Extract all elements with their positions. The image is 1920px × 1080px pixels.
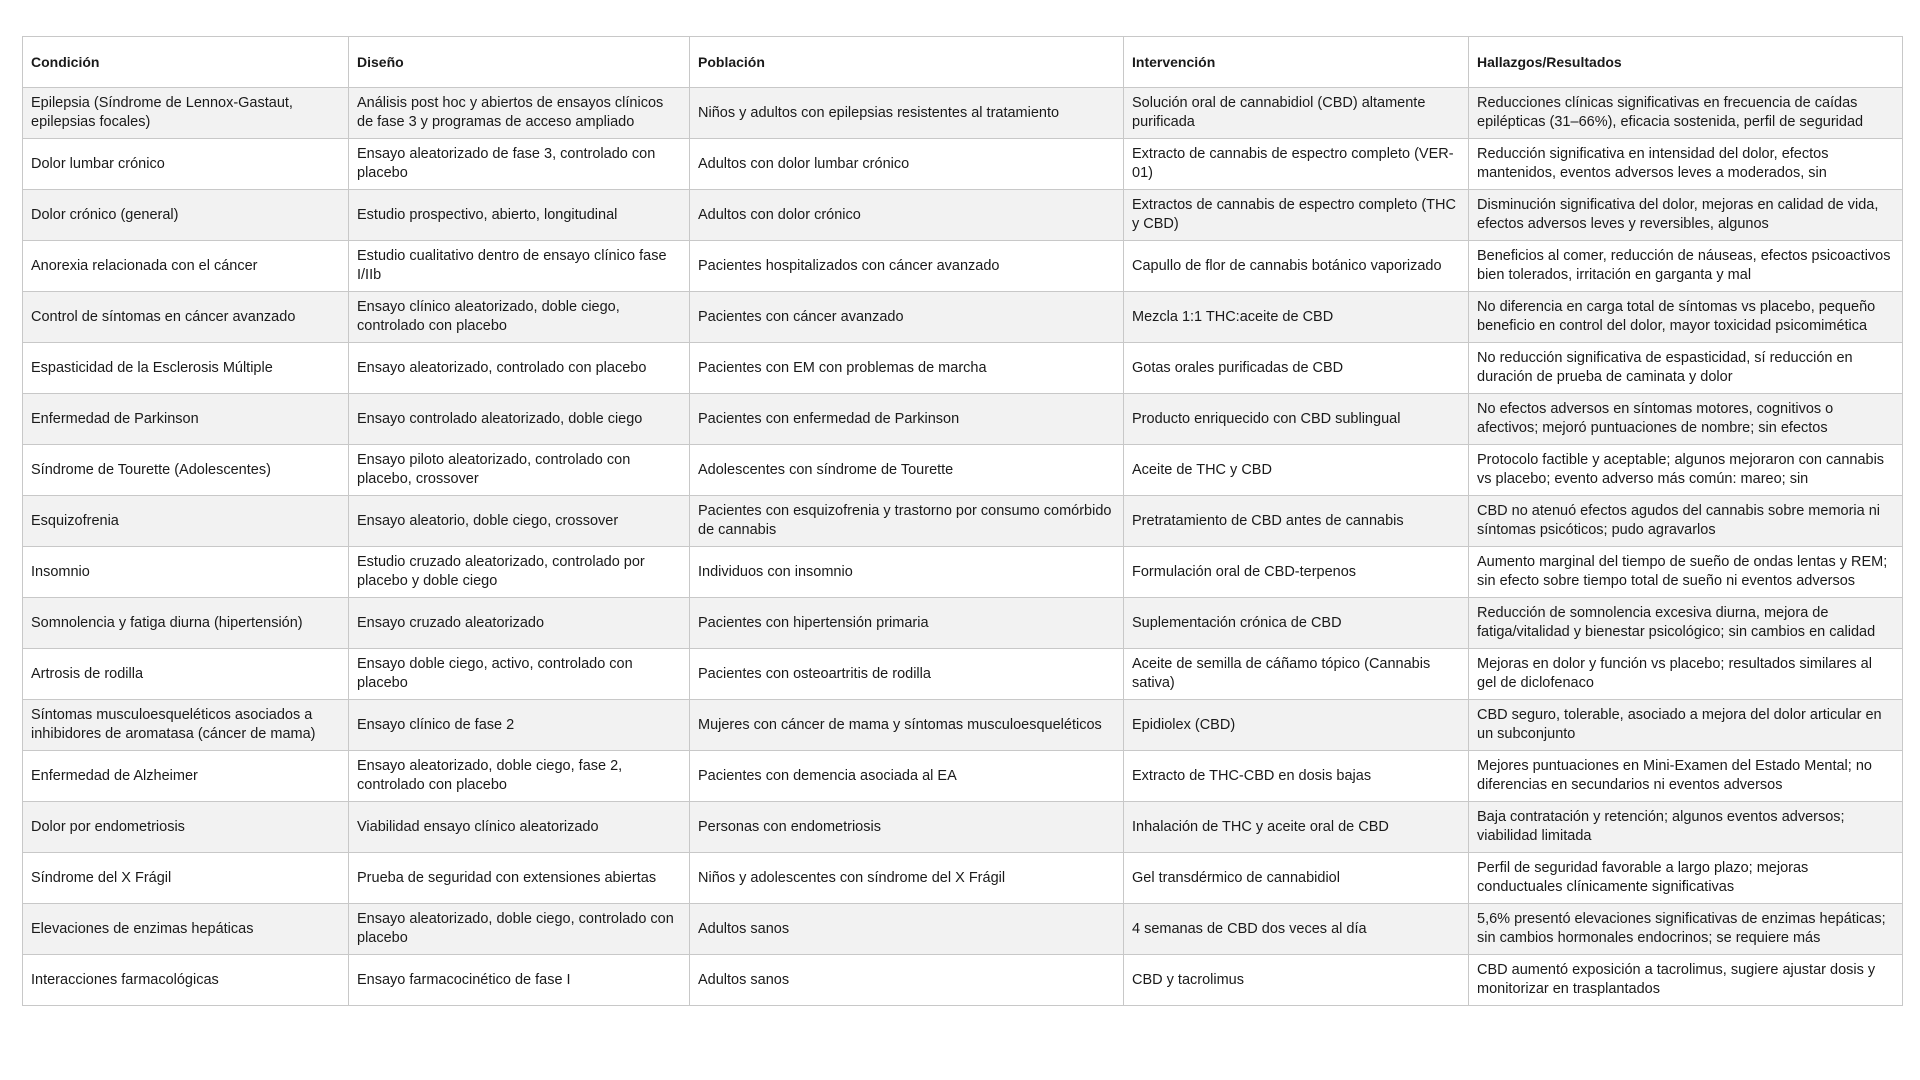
cell-poblacion xyxy=(690,241,1124,292)
cell-condicion-text: Enfermedad de Alzheimer xyxy=(31,767,198,784)
cell-intervencion-text: Mezcla 1:1 THC:aceite de CBD xyxy=(1132,308,1334,325)
cell-diseno-text: Ensayo controlado aleatorizado, doble ciego xyxy=(357,410,643,427)
table-body xyxy=(23,88,1903,1006)
cell-diseno-text: Ensayo aleatorizado, doble ciego, fase 2, controlado con placebo xyxy=(357,758,623,793)
cell-intervencion-text: Extracto de cannabis de espectro completo (VER-01) xyxy=(1132,146,1454,181)
table-row xyxy=(23,496,1903,547)
cell-hallazgos xyxy=(1469,547,1903,598)
cell-condicion-text: Espasticidad de la Esclerosis Múltiple xyxy=(31,359,273,376)
cell-hallazgos xyxy=(1469,700,1903,751)
cell-condicion-text: Dolor lumbar crónico xyxy=(31,155,165,172)
cell-intervencion-text: Pretratamiento de CBD antes de cannabis xyxy=(1132,512,1404,529)
cell-hallazgos xyxy=(1469,394,1903,445)
column-header-intervencion: Intervención xyxy=(1124,37,1469,88)
cell-diseno xyxy=(349,343,690,394)
table-row xyxy=(23,88,1903,139)
cell-condicion xyxy=(23,955,349,1006)
cell-condicion xyxy=(23,904,349,955)
cell-diseno xyxy=(349,904,690,955)
cell-poblacion xyxy=(690,88,1124,139)
cell-poblacion xyxy=(690,445,1124,496)
cell-diseno-text: Prueba de seguridad con extensiones abiertas xyxy=(357,869,657,886)
cell-condicion-text: Síntomas musculoesqueléticos asociados a inhibidores de aromatasa (cáncer de mama) xyxy=(31,707,316,742)
cell-diseno xyxy=(349,394,690,445)
cell-condicion xyxy=(23,649,349,700)
cell-poblacion xyxy=(690,598,1124,649)
cell-hallazgos-text: Reducción significativa en intensidad del dolor, efectos mantenidos, eventos adversos leves a moderados, sin xyxy=(1477,146,1829,181)
cell-intervencion xyxy=(1124,649,1469,700)
cell-poblacion-text: Pacientes con hipertensión primaria xyxy=(698,614,929,631)
cell-poblacion xyxy=(690,802,1124,853)
cell-diseno xyxy=(349,649,690,700)
cell-condicion-text: Síndrome de Tourette (Adolescentes) xyxy=(31,461,271,478)
cell-intervencion-text: Gel transdérmico de cannabidiol xyxy=(1132,869,1340,886)
column-header-condicion: Condición xyxy=(23,37,349,88)
cell-poblacion xyxy=(690,700,1124,751)
cell-condicion-text: Insomnio xyxy=(31,563,90,580)
cell-diseno xyxy=(349,445,690,496)
cell-hallazgos-text: Protocolo factible y aceptable; algunos mejoraron con cannabis vs placebo; evento adverso más común: mareo; sin xyxy=(1477,452,1885,487)
cell-diseno xyxy=(349,853,690,904)
cell-hallazgos-text: 5,6% presentó elevaciones significativas de enzimas hepáticas; sin cambios hormonales endocrinos; se requiere más xyxy=(1477,911,1886,946)
cell-hallazgos xyxy=(1469,343,1903,394)
cell-diseno-text: Ensayo farmacocinético de fase I xyxy=(357,971,571,988)
cell-intervencion-text: Aceite de THC y CBD xyxy=(1132,461,1272,478)
cell-condicion xyxy=(23,547,349,598)
cell-intervencion xyxy=(1124,853,1469,904)
cell-diseno-text: Ensayo aleatorio, doble ciego, crossover xyxy=(357,512,619,529)
cell-diseno xyxy=(349,547,690,598)
cell-intervencion-text: Solución oral de cannabidiol (CBD) altamente purificada xyxy=(1132,95,1426,130)
cell-intervencion xyxy=(1124,139,1469,190)
cell-diseno-text: Ensayo aleatorizado, doble ciego, controlado con placebo xyxy=(357,911,674,946)
cell-condicion xyxy=(23,394,349,445)
cell-poblacion-text: Mujeres con cáncer de mama y síntomas musculoesqueléticos xyxy=(698,716,1102,733)
cell-hallazgos-text: Perfil de seguridad favorable a largo plazo; mejoras conductuales clínicamente significativas xyxy=(1477,860,1809,895)
cell-intervencion xyxy=(1124,598,1469,649)
cell-poblacion-text: Adultos sanos xyxy=(698,971,790,988)
cell-condicion-text: Interacciones farmacológicas xyxy=(31,971,219,988)
results-table-container xyxy=(22,36,1902,1006)
cell-diseno xyxy=(349,292,690,343)
cell-poblacion-text: Niños y adultos con epilepsias resistentes al tratamiento xyxy=(698,104,1060,121)
cell-condicion xyxy=(23,853,349,904)
cell-poblacion-text: Pacientes con osteoartritis de rodilla xyxy=(698,665,931,682)
cell-condicion-text: Epilepsia (Síndrome de Lennox-Gastaut, epilepsias focales) xyxy=(31,95,293,130)
cell-intervencion xyxy=(1124,445,1469,496)
cell-poblacion xyxy=(690,955,1124,1006)
cell-intervencion xyxy=(1124,802,1469,853)
cell-hallazgos-text: CBD no atenuó efectos agudos del cannabis sobre memoria ni síntomas psicóticos; pudo agravarlos xyxy=(1477,503,1881,538)
cell-diseno xyxy=(349,241,690,292)
cell-diseno xyxy=(349,751,690,802)
cell-intervencion xyxy=(1124,496,1469,547)
table-row xyxy=(23,139,1903,190)
cell-diseno-text: Viabilidad ensayo clínico aleatorizado xyxy=(357,818,599,835)
cell-condicion-text: Artrosis de rodilla xyxy=(31,665,144,682)
cell-intervencion xyxy=(1124,394,1469,445)
cell-diseno xyxy=(349,139,690,190)
cell-diseno xyxy=(349,190,690,241)
cell-hallazgos-text: No efectos adversos en síntomas motores, cognitivos o afectivos; mejoró puntuaciones de nombre; sin efectos xyxy=(1477,401,1834,436)
cell-condicion-text: Esquizofrenia xyxy=(31,512,119,529)
table-row xyxy=(23,700,1903,751)
cell-condicion xyxy=(23,88,349,139)
cell-diseno xyxy=(349,700,690,751)
cell-intervencion-text: Formulación oral de CBD-terpenos xyxy=(1132,563,1357,580)
cell-poblacion-text: Individuos con insomnio xyxy=(698,563,853,580)
cell-poblacion-text: Pacientes hospitalizados con cáncer avanzado xyxy=(698,257,1000,274)
cell-condicion xyxy=(23,802,349,853)
cell-condicion-text: Dolor por endometriosis xyxy=(31,818,185,835)
cell-poblacion-text: Pacientes con enfermedad de Parkinson xyxy=(698,410,960,427)
cell-hallazgos-text: CBD aumentó exposición a tacrolimus, sugiere ajustar dosis y monitorizar en trasplantados xyxy=(1477,962,1876,997)
cell-intervencion xyxy=(1124,700,1469,751)
cell-hallazgos-text: Beneficios al comer, reducción de náuseas, efectos psicoactivos bien tolerados, irritación en garganta y mal xyxy=(1477,248,1891,283)
cell-diseno-text: Estudio cualitativo dentro de ensayo clínico fase I/IIb xyxy=(357,248,667,283)
cell-poblacion xyxy=(690,343,1124,394)
cell-hallazgos xyxy=(1469,241,1903,292)
cell-condicion-text: Enfermedad de Parkinson xyxy=(31,410,199,427)
cell-intervencion xyxy=(1124,292,1469,343)
cell-intervencion xyxy=(1124,904,1469,955)
cell-condicion-text: Somnolencia y fatiga diurna (hipertensión) xyxy=(31,614,303,631)
table-row xyxy=(23,853,1903,904)
cell-diseno-text: Ensayo aleatorizado de fase 3, controlado con placebo xyxy=(357,146,656,181)
column-header-hallazgos: Hallazgos/Resultados xyxy=(1469,37,1903,88)
cell-diseno-text: Análisis post hoc y abiertos de ensayos clínicos de fase 3 y programas de acceso ampliado xyxy=(357,95,664,130)
cell-condicion-text: Control de síntomas en cáncer avanzado xyxy=(31,308,296,325)
cell-condicion-text: Anorexia relacionada con el cáncer xyxy=(31,257,258,274)
cell-condicion xyxy=(23,139,349,190)
cell-hallazgos xyxy=(1469,751,1903,802)
cell-diseno-text: Ensayo aleatorizado, controlado con placebo xyxy=(357,359,647,376)
cell-poblacion-text: Adultos con dolor lumbar crónico xyxy=(698,155,910,172)
cell-intervencion-text: Suplementación crónica de CBD xyxy=(1132,614,1342,631)
cell-diseno xyxy=(349,88,690,139)
cell-hallazgos-text: Baja contratación y retención; algunos eventos adversos; viabilidad limitada xyxy=(1477,809,1845,844)
cell-hallazgos xyxy=(1469,445,1903,496)
cell-intervencion-text: CBD y tacrolimus xyxy=(1132,971,1244,988)
table-row xyxy=(23,751,1903,802)
table-row xyxy=(23,241,1903,292)
table-row xyxy=(23,802,1903,853)
cell-condicion xyxy=(23,445,349,496)
table-row xyxy=(23,292,1903,343)
cell-diseno xyxy=(349,598,690,649)
cell-poblacion xyxy=(690,547,1124,598)
cell-condicion xyxy=(23,190,349,241)
cell-poblacion-text: Adultos sanos xyxy=(698,920,790,937)
cell-poblacion xyxy=(690,649,1124,700)
cell-intervencion xyxy=(1124,241,1469,292)
cell-poblacion xyxy=(690,292,1124,343)
cell-condicion-text: Dolor crónico (general) xyxy=(31,206,179,223)
cell-hallazgos xyxy=(1469,598,1903,649)
cell-diseno-text: Ensayo clínico aleatorizado, doble ciego, controlado con placebo xyxy=(357,299,620,334)
cell-poblacion xyxy=(690,904,1124,955)
cell-intervencion xyxy=(1124,751,1469,802)
table-row xyxy=(23,649,1903,700)
table-row xyxy=(23,190,1903,241)
cell-poblacion-text: Pacientes con demencia asociada al EA xyxy=(698,767,957,784)
cell-diseno xyxy=(349,496,690,547)
cell-poblacion-text: Adultos con dolor crónico xyxy=(698,206,861,223)
cell-diseno-text: Ensayo piloto aleatorizado, controlado con placebo, crossover xyxy=(357,452,631,487)
cell-poblacion-text: Pacientes con cáncer avanzado xyxy=(698,308,904,325)
cell-diseno-text: Ensayo cruzado aleatorizado xyxy=(357,614,545,631)
cell-hallazgos-text: Aumento marginal del tiempo de sueño de ondas lentas y REM; sin efecto sobre tiempo total de sueño ni eventos adversos xyxy=(1477,554,1888,589)
cell-condicion xyxy=(23,700,349,751)
table-row xyxy=(23,904,1903,955)
cell-condicion-text: Elevaciones de enzimas hepáticas xyxy=(31,920,254,937)
cell-poblacion-text: Personas con endometriosis xyxy=(698,818,881,835)
cell-intervencion xyxy=(1124,88,1469,139)
table-row xyxy=(23,343,1903,394)
cell-poblacion-text: Adolescentes con síndrome de Tourette xyxy=(698,461,954,478)
cell-condicion-text: Síndrome del X Frágil xyxy=(31,869,172,886)
cell-hallazgos xyxy=(1469,292,1903,343)
cell-diseno xyxy=(349,802,690,853)
cell-diseno xyxy=(349,955,690,1006)
cell-intervencion-text: Producto enriquecido con CBD sublingual xyxy=(1132,410,1401,427)
cell-poblacion xyxy=(690,190,1124,241)
cell-condicion xyxy=(23,496,349,547)
cell-hallazgos xyxy=(1469,88,1903,139)
cell-intervencion xyxy=(1124,547,1469,598)
cell-intervencion-text: 4 semanas de CBD dos veces al día xyxy=(1132,920,1367,937)
cell-hallazgos xyxy=(1469,904,1903,955)
cell-poblacion xyxy=(690,751,1124,802)
cell-hallazgos xyxy=(1469,853,1903,904)
cell-diseno-text: Estudio prospectivo, abierto, longitudinal xyxy=(357,206,618,223)
cell-condicion xyxy=(23,241,349,292)
cell-condicion xyxy=(23,598,349,649)
table-row xyxy=(23,445,1903,496)
cell-hallazgos-text: Mejores puntuaciones en Mini-Examen del Estado Mental; no diferencias en secundarios ni eventos adversos xyxy=(1477,758,1872,793)
cell-intervencion-text: Epidiolex (CBD) xyxy=(1132,716,1236,733)
cell-poblacion-text: Pacientes con EM con problemas de marcha xyxy=(698,359,987,376)
cell-hallazgos-text: CBD seguro, tolerable, asociado a mejora del dolor articular en un subconjunto xyxy=(1477,707,1882,742)
table-row xyxy=(23,955,1903,1006)
cell-hallazgos-text: Disminución significativa del dolor, mejoras en calidad de vida, efectos adversos leves y reversibles, algunos xyxy=(1477,197,1879,232)
cell-intervencion-text: Aceite de semilla de cáñamo tópico (Cannabis sativa) xyxy=(1132,656,1431,691)
cell-hallazgos xyxy=(1469,802,1903,853)
cell-hallazgos-text: No diferencia en carga total de síntomas vs placebo, pequeño beneficio en control del dolor, mayor toxicidad psicomimética xyxy=(1477,299,1876,334)
cell-hallazgos xyxy=(1469,496,1903,547)
cell-condicion xyxy=(23,292,349,343)
cell-hallazgos xyxy=(1469,190,1903,241)
cell-hallazgos-text: Reducción de somnolencia excesiva diurna, mejora de fatiga/vitalidad y bienestar psicológico; sin cambios en calidad xyxy=(1477,605,1876,640)
cell-hallazgos xyxy=(1469,649,1903,700)
cell-intervencion xyxy=(1124,190,1469,241)
table-row xyxy=(23,598,1903,649)
cell-diseno-text: Ensayo doble ciego, activo, controlado con placebo xyxy=(357,656,633,691)
cell-poblacion xyxy=(690,853,1124,904)
cell-poblacion xyxy=(690,139,1124,190)
column-header-diseno: Diseño xyxy=(349,37,690,88)
results-table xyxy=(22,36,1903,1006)
cell-hallazgos-text: Mejoras en dolor y función vs placebo; resultados similares al gel de diclofenaco xyxy=(1477,656,1872,691)
cell-poblacion-text: Niños y adolescentes con síndrome del X Frágil xyxy=(698,869,1006,886)
cell-diseno-text: Estudio cruzado aleatorizado, controlado por placebo y doble ciego xyxy=(357,554,645,589)
cell-poblacion xyxy=(690,394,1124,445)
cell-hallazgos-text: Reducciones clínicas significativas en frecuencia de caídas epilépticas (31–66%), eficacia sostenida, perfil de seguridad xyxy=(1477,95,1864,130)
cell-condicion xyxy=(23,751,349,802)
cell-hallazgos-text: No reducción significativa de espasticidad, sí reducción en duración de prueba de caminata y dolor xyxy=(1477,350,1853,385)
cell-poblacion xyxy=(690,496,1124,547)
cell-hallazgos xyxy=(1469,139,1903,190)
table-header-row xyxy=(23,37,1903,88)
cell-intervencion-text: Capullo de flor de cannabis botánico vaporizado xyxy=(1132,257,1442,274)
cell-intervencion-text: Extractos de cannabis de espectro completo (THC y CBD) xyxy=(1132,197,1456,232)
cell-diseno-text: Ensayo clínico de fase 2 xyxy=(357,716,515,733)
cell-intervencion-text: Inhalación de THC y aceite oral de CBD xyxy=(1132,818,1389,835)
table-row xyxy=(23,394,1903,445)
cell-intervencion xyxy=(1124,343,1469,394)
table-row xyxy=(23,547,1903,598)
cell-hallazgos xyxy=(1469,955,1903,1006)
cell-intervencion-text: Gotas orales purificadas de CBD xyxy=(1132,359,1344,376)
cell-intervencion-text: Extracto de THC-CBD en dosis bajas xyxy=(1132,767,1372,784)
cell-condicion xyxy=(23,343,349,394)
cell-poblacion-text: Pacientes con esquizofrenia y trastorno por consumo comórbido de cannabis xyxy=(698,503,1112,538)
cell-intervencion xyxy=(1124,955,1469,1006)
column-header-poblacion: Población xyxy=(690,37,1124,88)
